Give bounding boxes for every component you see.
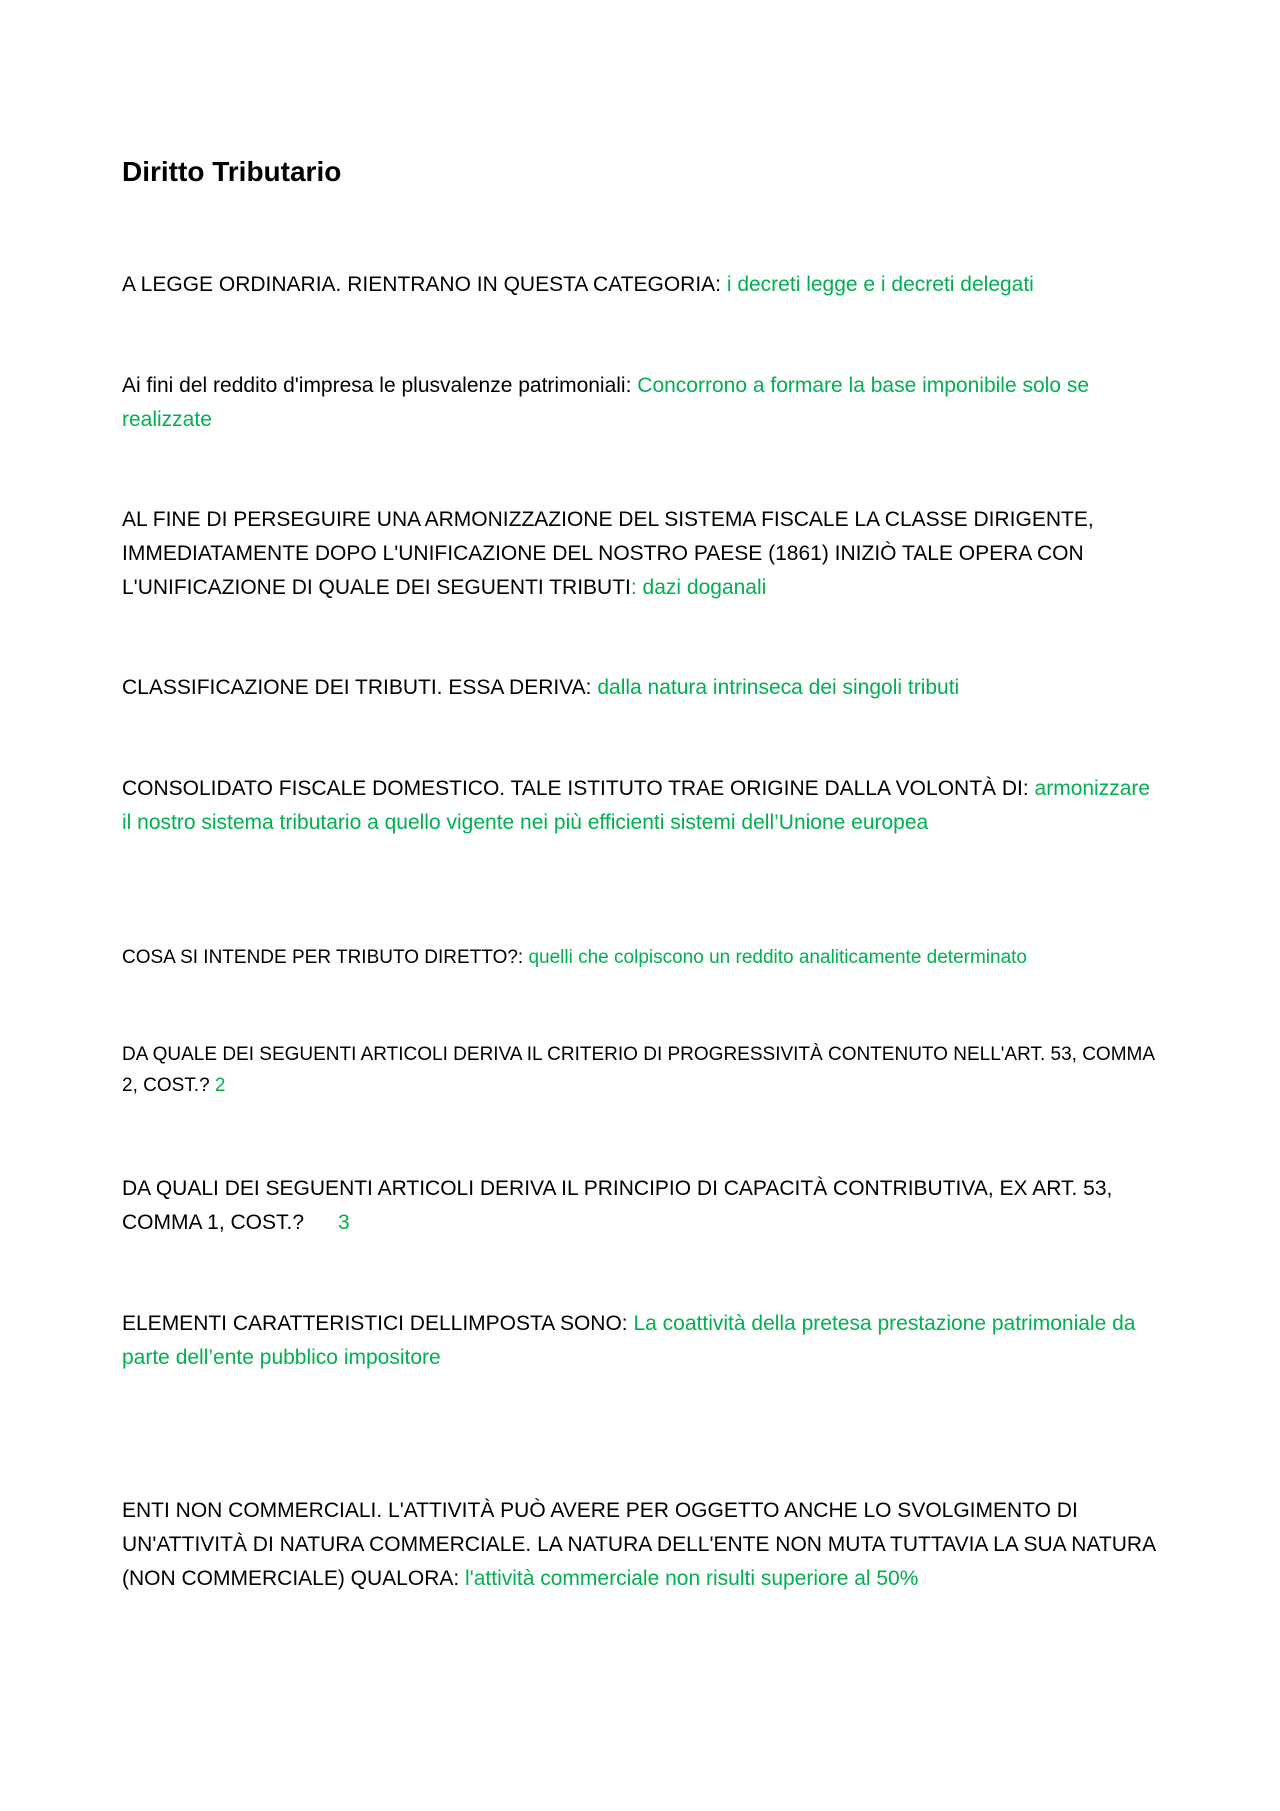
qa-item <box>122 942 1162 973</box>
qa-item <box>122 1039 1162 1101</box>
answer-text: i decreti legge e i decreti delegati <box>726 273 1034 296</box>
question-text: COSA SI INTENDE PER TRIBUTO DIRETTO?: <box>122 947 529 968</box>
question-text: CONSOLIDATO FISCALE DOMESTICO. TALE ISTITUTO TRAE ORIGINE DALLA VOLONTÀ DI: <box>122 777 1035 800</box>
answer-text: 3 <box>338 1211 350 1234</box>
qa-item <box>122 772 1162 840</box>
answer-text: dalla natura intrinseca dei singoli tributi <box>597 676 960 699</box>
question-text: AL FINE DI PERSEGUIRE UNA ARMONIZZAZIONE DEL SISTEMA FISCALE LA CLASSE DIRIGENTE, IMMEDIATAMENTE DOPO L'UNIFICAZIONE DEL NOSTRO PAESE (1861) INIZIÒ TALE OPERA CON L'UNIFICAZIONE DI QUALE DEI SEGUENTI TRIBUTI <box>122 508 1094 599</box>
answer-text: La coattività della pretesa prestazione patrimoniale da parte dell’ente pubblico impositore <box>122 1312 1136 1369</box>
question-text: Ai fini del reddito d'impresa le plusvalenze patrimoniali: <box>122 374 638 397</box>
qa-item <box>122 268 1162 302</box>
qa-item <box>122 503 1162 605</box>
qa-item <box>122 1307 1162 1375</box>
qa-item <box>122 671 1162 705</box>
answer-text: armonizzare il nostro sistema tributario a quello vigente nei più efficienti sistemi dell’Unione europea <box>122 777 1151 834</box>
question-text: DA QUALI DEI SEGUENTI ARTICOLI DERIVA IL PRINCIPIO DI CAPACITÀ CONTRIBUTIVA, EX ART. 53, COMMA 1, COST.? <box>122 1177 1113 1234</box>
question-text: A LEGGE ORDINARIA. RIENTRANO IN QUESTA CATEGORIA: <box>122 273 727 296</box>
question-text: ELEMENTI CARATTERISTICI DELLIMPOSTA SONO: <box>122 1312 634 1335</box>
qa-item <box>122 1172 1162 1240</box>
answer-text: l'attività commerciale non risulti superiore al 50% <box>465 1567 919 1590</box>
answer-text: 2 <box>214 1075 226 1096</box>
question-text: ENTI NON COMMERCIALI. L'ATTIVITÀ PUÒ AVERE PER OGGETTO ANCHE LO SVOLGIMENTO DI UN'ATTIVITÀ DI NATURA COMMERCIALE. LA NATURA DELL'ENTE NON MUTA TUTTAVIA LA SUA NATURA (NON COMMERCIALE) QUALORA: <box>122 1499 1155 1590</box>
answer-text: Concorrono a formare la base imponibile solo se realizzate <box>122 374 1090 431</box>
page-title: Diritto Tributario <box>122 156 342 187</box>
qa-item <box>122 1494 1162 1596</box>
answer-text: quelli che colpiscono un reddito analiticamente determinato <box>528 947 1027 968</box>
question-text: DA QUALE DEI SEGUENTI ARTICOLI DERIVA IL CRITERIO DI PROGRESSIVITÀ CONTENUTO NELL'ART. 53, COMMA 2, COST.? <box>122 1044 1154 1096</box>
question-text: CLASSIFICAZIONE DEI TRIBUTI. ESSA DERIVA: <box>122 676 598 699</box>
qa-item <box>122 369 1162 437</box>
answer-text: : dazi doganali <box>630 576 767 599</box>
